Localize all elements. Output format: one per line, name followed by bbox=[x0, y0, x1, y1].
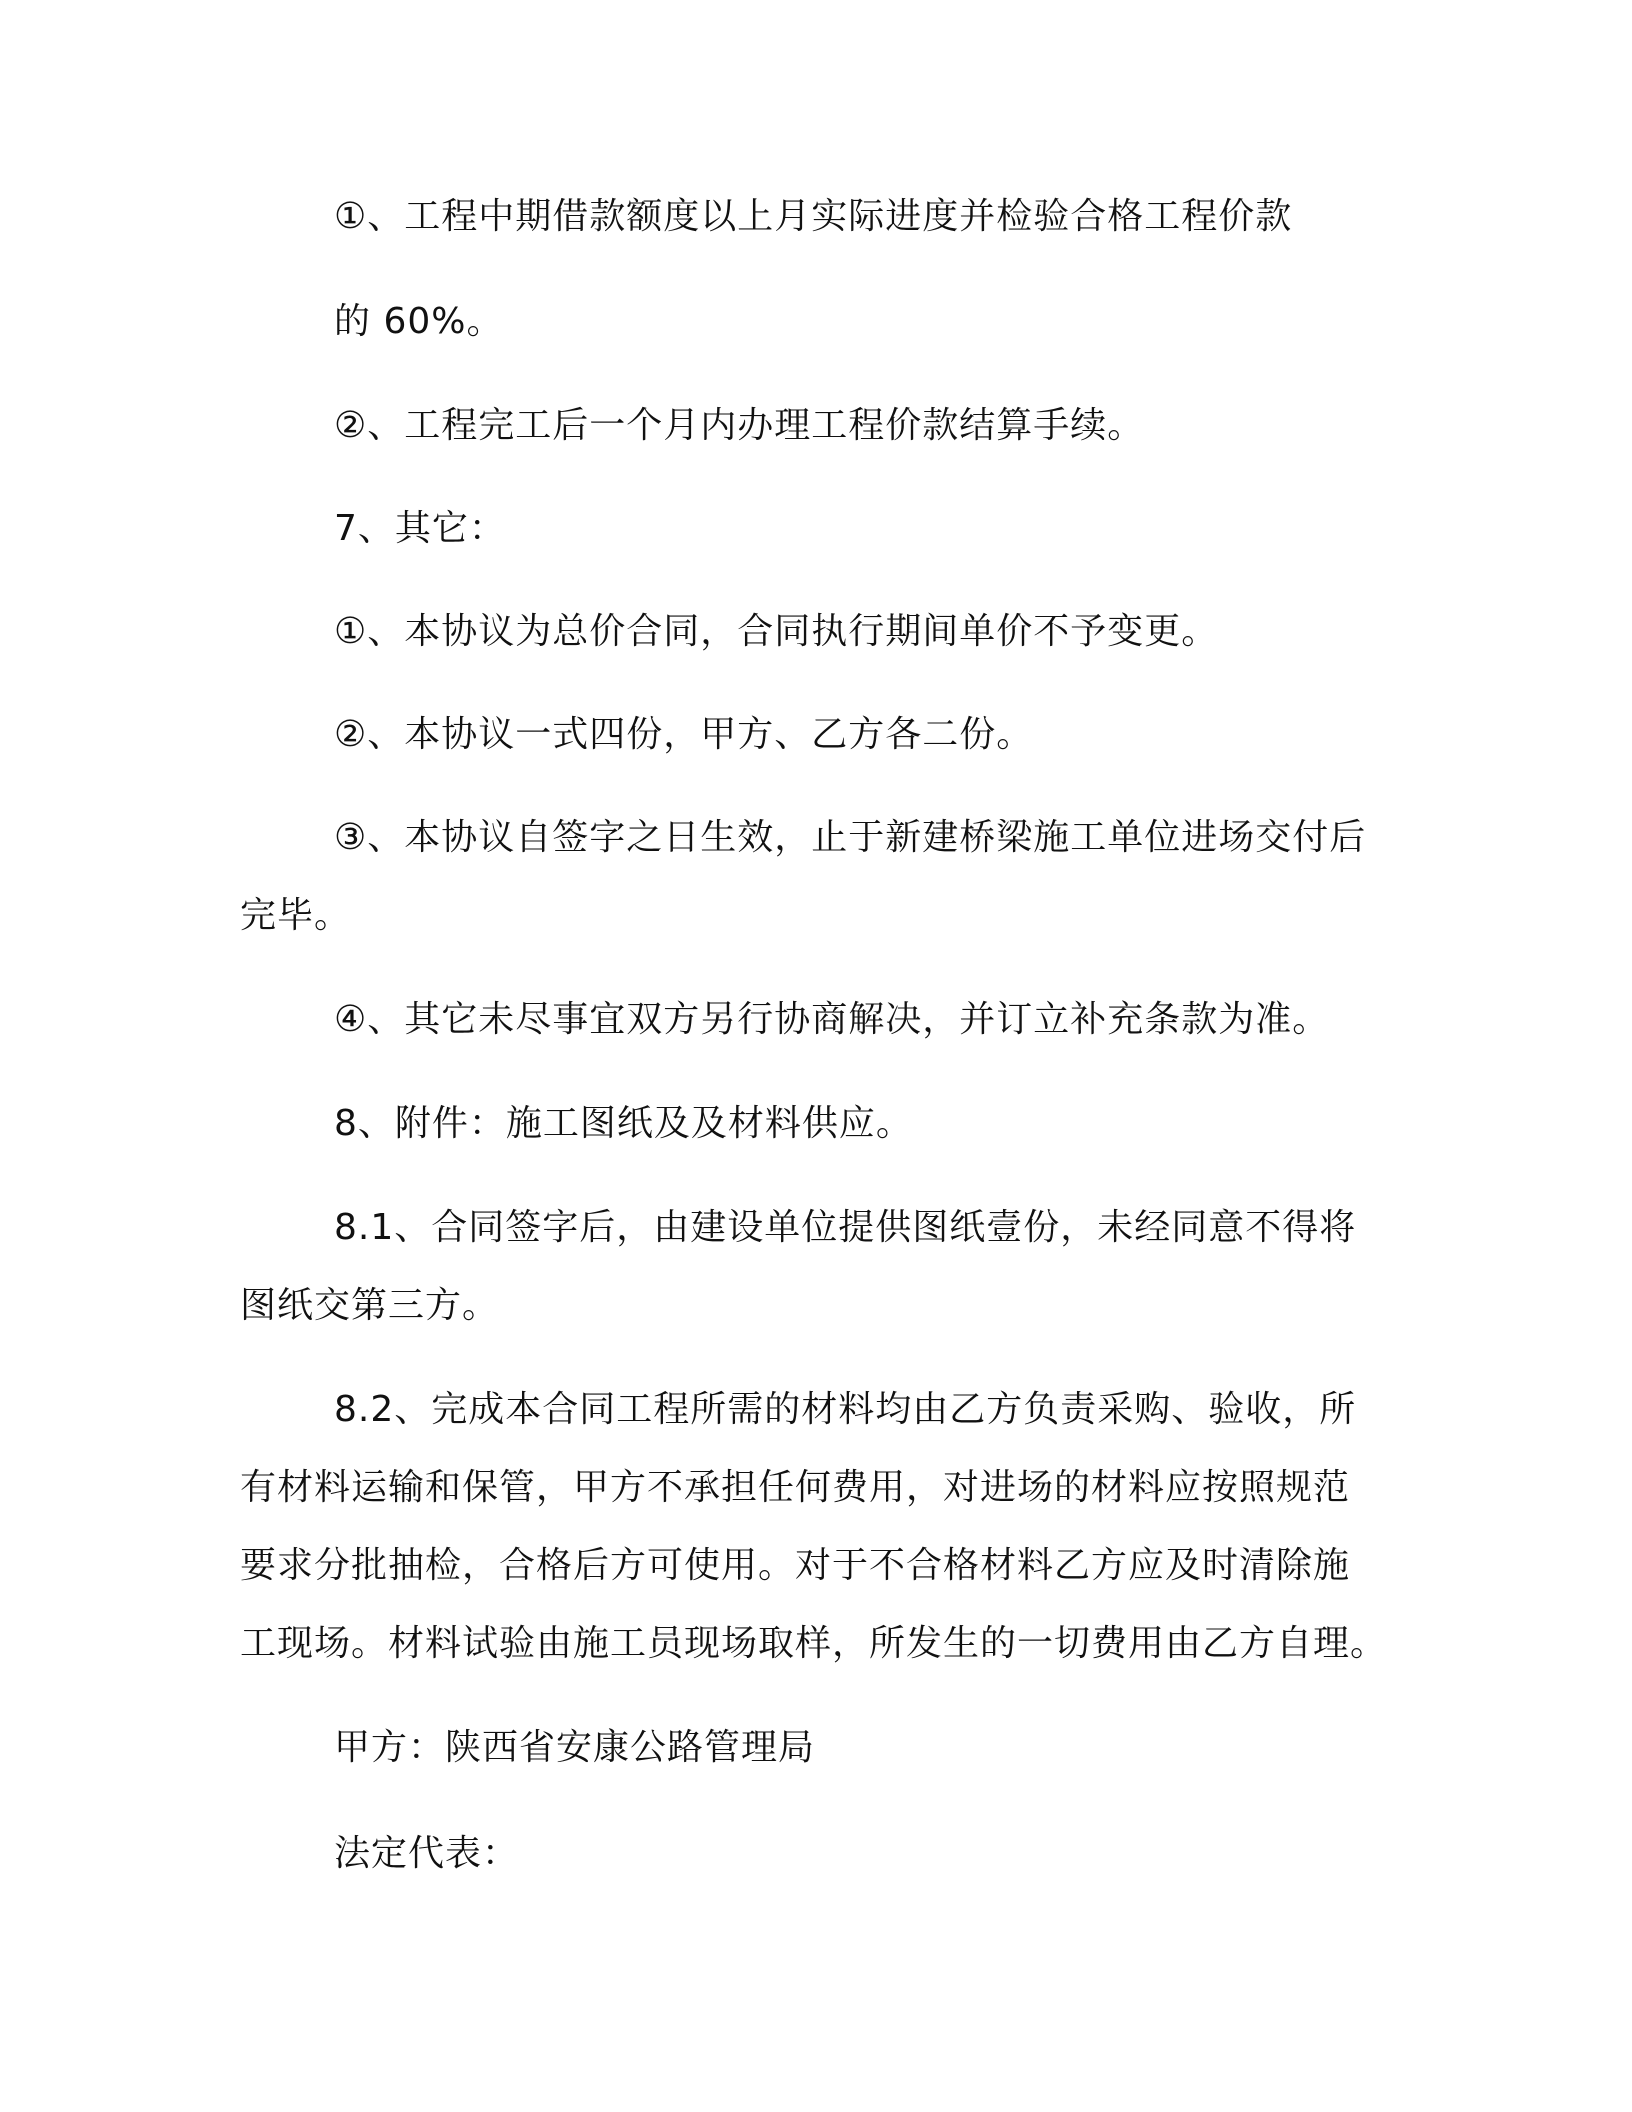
paragraph-line: ①、工程中期借款额度以上月实际进度并检验合格工程价款 bbox=[334, 196, 1293, 237]
paragraph-line: 的 60%。 bbox=[334, 301, 504, 342]
paragraph-line: 工现场。材料试验由施工员现场取样，所发生的一切费用由乙方自理。 bbox=[240, 1623, 1388, 1664]
section-heading: 7、其它： bbox=[334, 508, 506, 549]
section-heading: 8、附件：施工图纸及及材料供应。 bbox=[334, 1103, 913, 1144]
paragraph-line: ③、本协议自签字之日生效，止于新建桥梁施工单位进场交付后 bbox=[334, 817, 1367, 858]
party-a-line: 甲方：陕西省安康公路管理局 bbox=[334, 1727, 816, 1768]
paragraph-line: 完毕。 bbox=[240, 895, 352, 936]
paragraph-line: 要求分批抽检，合格后方可使用。对于不合格材料乙方应及时清除施 bbox=[240, 1545, 1351, 1586]
legal-representative-line: 法定代表： bbox=[334, 1833, 520, 1874]
paragraph-line: ②、工程完工后一个月内办理工程价款结算手续。 bbox=[334, 405, 1145, 446]
paragraph-line: 8.2、完成本合同工程所需的材料均由乙方负责采购、验收，所 bbox=[334, 1389, 1357, 1430]
paragraph-line: ④、其它未尽事宜双方另行协商解决，并订立补充条款为准。 bbox=[334, 999, 1330, 1040]
paragraph-line: 8.1、合同签字后，由建设单位提供图纸壹份，未经同意不得将 bbox=[334, 1207, 1357, 1248]
paragraph-line: 有材料运输和保管，甲方不承担任何费用，对进场的材料应按照规范 bbox=[240, 1467, 1351, 1508]
paragraph-line: ②、本协议一式四份，甲方、乙方各二份。 bbox=[334, 714, 1034, 755]
paragraph-line: 图纸交第三方。 bbox=[240, 1285, 500, 1326]
paragraph-line: ①、本协议为总价合同，合同执行期间单价不予变更。 bbox=[334, 611, 1219, 652]
